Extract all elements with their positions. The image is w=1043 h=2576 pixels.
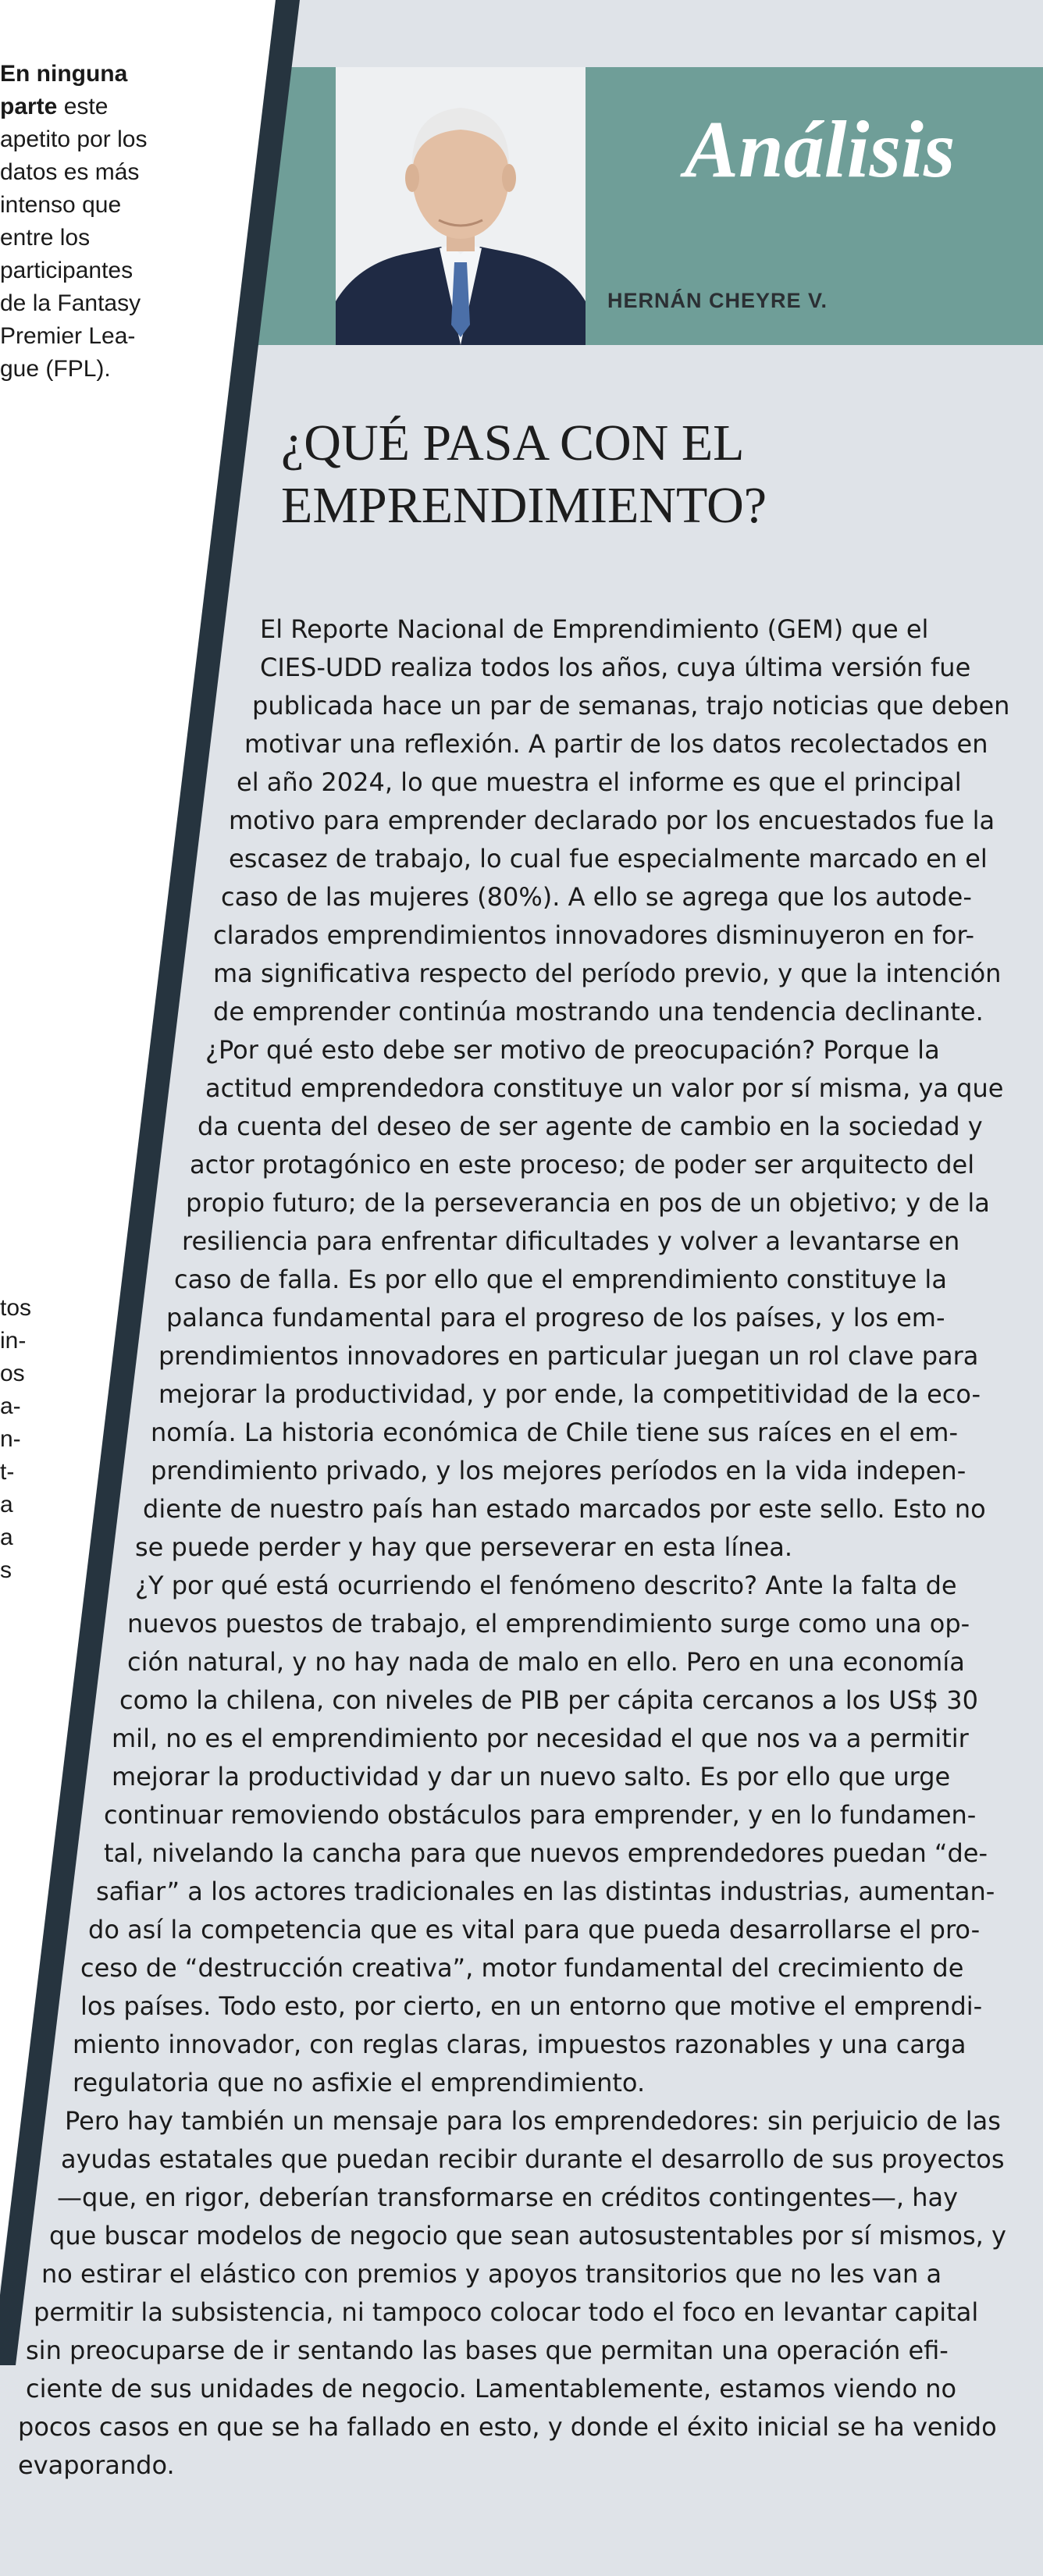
side-line: os — [0, 1361, 25, 1386]
body-line: resiliencia para enfrentar dificultades y volver a levantarse en — [182, 1226, 960, 1256]
body-line: sin preocuparse de ir sentando las bases que permitan una operación efi- — [26, 2336, 949, 2365]
side-line: s — [0, 1557, 12, 1583]
body-line: ceso de “destrucción creativa”, motor fundamental del crecimiento de — [80, 1953, 964, 1983]
body-line: caso de falla. Es por ello que el emprendimiento constituye la — [174, 1265, 947, 1294]
body-line: mejorar la productividad y dar un nuevo salto. Es por ello que urge — [112, 1762, 951, 1791]
side-line: a — [0, 1525, 13, 1550]
body-line: ma significativa respecto del período previo, y que la intención — [213, 959, 1002, 988]
body-line: continuar removiendo obstáculos para emprender, y en lo fundamen- — [104, 1800, 977, 1830]
body-line: el año 2024, lo que muestra el informe es que el principal — [237, 767, 962, 797]
body-line: ¿Por qué esto debe ser motivo de preocupación? Porque la — [205, 1035, 940, 1065]
body-line: que buscar modelos de negocio que sean autosustentables por sí mismos, y — [49, 2221, 1006, 2250]
side-line: apetito por los — [0, 126, 148, 152]
body-line: no estirar el elástico con premios y apoyos transitorios que no les van a — [41, 2259, 942, 2289]
side-line: in- — [0, 1328, 27, 1354]
body-line: permitir la subsistencia, ni tampoco colocar todo el foco en levantar capital — [34, 2297, 979, 2327]
body-line: mejorar la productividad, y por ende, la competitividad de la eco- — [158, 1379, 981, 1409]
body-line: motivo para emprender declarado por los encuestados fue la — [229, 806, 995, 835]
side-lead-bold: En ninguna — [0, 61, 128, 87]
body-line: do así la competencia que es vital para que pueda desarrollarse el pro- — [88, 1915, 981, 1944]
body-line: como la chilena, con niveles de PIB per cápita cercanos a los US$ 30 — [119, 1685, 978, 1715]
side-column-bottom — [0, 1292, 47, 1587]
side-line: tos — [0, 1295, 32, 1321]
body-line: da cuenta del deseo de ser agente de cambio en la sociedad y — [198, 1112, 983, 1141]
side-line: Premier Lea- — [0, 323, 136, 349]
body-line: actitud emprendedora constituye un valor por sí misma, ya que — [205, 1073, 1004, 1103]
body-line: pocos casos en que se ha fallado en esto, y donde el éxito inicial se ha venido — [18, 2412, 997, 2442]
body-line: los países. Todo esto, por cierto, en un entorno que motive el emprendi- — [80, 1991, 983, 2021]
body-line: nomía. La historia económica de Chile tiene sus raíces en el em- — [151, 1418, 959, 1447]
body-line: publicada hace un par de semanas, trajo noticias que deben — [252, 691, 1010, 720]
body-line: prendimiento privado, y los mejores períodos en la vida indepen- — [151, 1456, 966, 1485]
body-line: ayudas estatales que puedan recibir durante el desarrollo de sus proyectos — [61, 2144, 1005, 2174]
body-line: clarados emprendimientos innovadores disminuyeron en for- — [213, 920, 975, 950]
side-line: a — [0, 1492, 13, 1517]
side-line: datos es más — [0, 159, 140, 185]
body-line: motivar una reflexión. A partir de los datos recolectados en — [244, 729, 988, 759]
body-line: CIES-UDD realiza todos los años, cuya última versión fue — [260, 653, 971, 682]
body-line: safiar” a los actores tradicionales en las distintas industrias, aumentan- — [96, 1877, 995, 1906]
side-column-top — [0, 58, 147, 386]
side-line: participantes — [0, 258, 133, 283]
body-line: ¿Y por qué está ocurriendo el fenómeno descrito? Ante la falta de — [135, 1571, 957, 1600]
author-photo — [336, 67, 586, 345]
body-line: nuevos puestos de trabajo, el emprendimiento surge como una op- — [127, 1609, 970, 1638]
side-line: n- — [0, 1426, 21, 1452]
body-line: caso de las mujeres (80%). A ello se agrega que los autode- — [221, 882, 972, 912]
side-lead-bold: parte — [0, 94, 58, 119]
body-line: El Reporte Nacional de Emprendimiento (GEM) que el — [260, 614, 929, 644]
side-line: de la Fantasy — [0, 290, 141, 316]
side-line: intenso que — [0, 192, 122, 218]
body-line: diente de nuestro país han estado marcados por este sello. Esto no — [143, 1494, 986, 1524]
body-line: —que, en rigor, deberían transformarse en créditos contingentes—, hay — [57, 2183, 959, 2212]
headline-line: EMPRENDIMIENTO? — [281, 477, 767, 534]
body-line: actor protagónico en este proceso; de poder ser arquitecto del — [190, 1150, 975, 1179]
body-line: tal, nivelando la cancha para que nuevos emprendedores puedan “de- — [104, 1838, 988, 1868]
side-line: entre los — [0, 225, 91, 251]
body-line: evaporando. — [18, 2450, 175, 2480]
side-line: gue (FPL). — [0, 356, 111, 382]
body-line: miento innovador, con reglas claras, impuestos razonables y una carga — [73, 2030, 966, 2059]
side-line: t- — [0, 1459, 15, 1485]
side-line — [0, 91, 147, 123]
author-name: HERNÁN CHEYRE V. — [607, 289, 828, 312]
article-headline — [281, 412, 999, 537]
body-line: ciente de sus unidades de negocio. Lamentablemente, estamos viendo no — [26, 2374, 957, 2403]
headline-line: ¿QUÉ PASA CON EL — [281, 415, 745, 471]
body-line: de emprender continúa mostrando una tendencia declinante. — [213, 997, 984, 1026]
body-line: regulatoria que no asfixie el emprendimiento. — [73, 2068, 646, 2097]
side-text: este — [57, 94, 109, 119]
body-line: Pero hay también un mensaje para los emprendedores: sin perjuicio de las — [65, 2106, 1001, 2136]
section-kicker: Análisis — [684, 105, 956, 194]
body-line: mil, no es el emprendimiento por necesidad el que nos va a permitir — [112, 1724, 969, 1753]
body-line: palanca fundamental para el progreso de los países, y los em- — [166, 1303, 945, 1332]
side-line — [0, 58, 147, 91]
body-line: propio futuro; de la perseverancia en pos de un objetivo; y de la — [186, 1188, 990, 1218]
body-line: se puede perder y hay que perseverar en esta línea. — [135, 1532, 793, 1562]
body-line: prendimientos innovadores en particular juegan un rol clave para — [158, 1341, 979, 1371]
body-line: ción natural, y no hay nada de malo en ello. Pero en una economía — [127, 1647, 965, 1677]
body-line: escasez de trabajo, lo cual fue especialmente marcado en el — [229, 844, 988, 873]
side-line: a- — [0, 1393, 21, 1419]
